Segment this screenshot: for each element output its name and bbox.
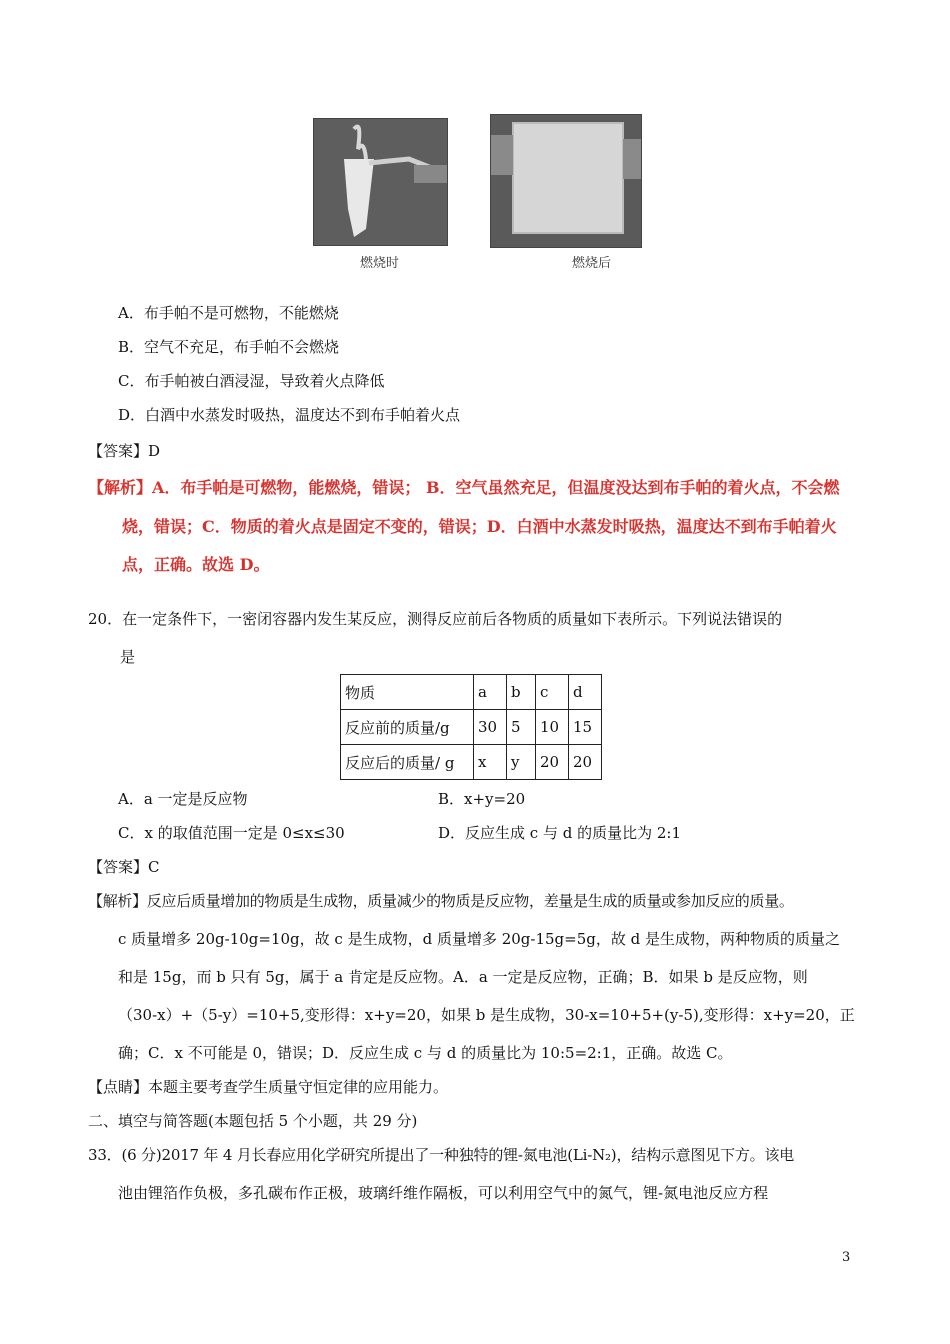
q19-option-a: A．布手帕不是可燃物，不能燃烧 [118,304,339,322]
table-cell: 30 [474,710,507,745]
table-header-cell: c [536,675,569,710]
caption-after-burning: 燃烧后 [572,256,612,271]
mass-data-table [340,674,602,780]
section-2-title: 二、填空与简答题(本题包括 5 个小题，共 29 分) [88,1112,418,1130]
q20-option-c: C．x 的取值范围一定是 0≤x≤30 [118,824,345,842]
q20-analysis-line-2: c 质量增多 20g-10g=10g，故 c 是生成物，d 质量增多 20g-15g=5g，故 d 是生成物，两种物质的质量之 [118,930,841,948]
table-cell: 10 [536,710,569,745]
table-cell: 5 [507,710,536,745]
table-header-cell: a [474,675,507,710]
table-header-row [341,675,602,710]
q20-analysis-line-4: （30-x）+（5-y）=10+5,变形得：x+y=20，如果 b 是生成物，30-x=10+5+(y-5),变形得：x+y=20，正 [118,1006,855,1024]
burning-handkerchief-illustration [314,119,447,245]
q20-analysis-line-3: 和是 15g，而 b 只有 5g，属于 a 肯定是反应物。A．a 一定是反应物，正确；B．如果 b 是反应物，则 [118,968,808,986]
q20-stem-line-2: 是 [120,648,136,666]
caption-burning: 燃烧时 [360,256,400,271]
q19-option-b: B．空气不充足，布手帕不会燃烧 [118,338,340,356]
q19-option-c: C．布手帕被白酒浸湿，导致着火点降低 [118,372,385,390]
table-row [341,745,602,780]
table-header-cell: b [507,675,536,710]
q20-stem-line-1: 20．在一定条件下，一密闭容器内发生某反应，测得反应前后各物质的质量如下表所示。下列说法错误的 [88,610,783,628]
q19-analysis-line-2: 烧，错误；C．物质的着火点是固定不变的，错误；D．白酒中水蒸发时吸热，温度达不到布手帕着火 [122,517,837,536]
q20-option-d: D．反应生成 c 与 d 的质量比为 2:1 [438,824,682,842]
q20-analysis-line-5: 确；C．x 不可能是 0，错误；D．反应生成 c 与 d 的质量比为 10:5=2:1，正确。故选 C。 [118,1044,733,1062]
q20-point: 【点睛】本题主要考查学生质量守恒定律的应用能力。 [88,1078,449,1096]
table-header-cell: d [569,675,602,710]
q33-line-2: 池由锂箔作负极，多孔碳布作正极，玻璃纤维作隔板，可以利用空气中的氮气，锂-氮电池反应方程 [118,1184,769,1202]
table-cell: 20 [536,745,569,780]
intact-handkerchief-illustration [491,115,641,247]
q20-option-a: A．a 一定是反应物 [118,790,248,808]
q19-option-d: D．白酒中水蒸发时吸热，温度达不到布手帕着火点 [118,406,461,424]
q19-analysis-line-1: 【解析】A．布手帕是可燃物，能燃烧，错误； B．空气虽然充足，但温度没达到布手帕的着火点，不会燃 [88,478,840,497]
table-cell: 反应前的质量/g [341,710,474,745]
page-number: 3 [842,1250,851,1265]
q20-analysis-line-1: 【解析】反应后质量增加的物质是生成物，质量减少的物质是反应物，差量是生成的质量或参加反应的质量。 [88,892,794,910]
q33-line-1: 33．(6 分)2017 年 4 月长春应用化学研究所提出了一种独特的锂-氮电池(Li-N₂)，结构示意图见下方。该电 [88,1146,795,1164]
photo-after-burning [490,114,642,248]
table-cell: y [507,745,536,780]
q20-option-b: B．x+y=20 [438,790,526,808]
q19-answer: 【答案】D [88,442,161,460]
photo-burning [313,118,448,246]
table-header-cell: 物质 [341,675,474,710]
q20-answer: 【答案】C [88,858,160,876]
table-cell: 反应后的质量/ g [341,745,474,780]
table-cell: 20 [569,745,602,780]
table-cell: x [474,745,507,780]
table-row [341,710,602,745]
q19-analysis-line-3: 点，正确。故选 D。 [122,555,270,574]
table-cell: 15 [569,710,602,745]
